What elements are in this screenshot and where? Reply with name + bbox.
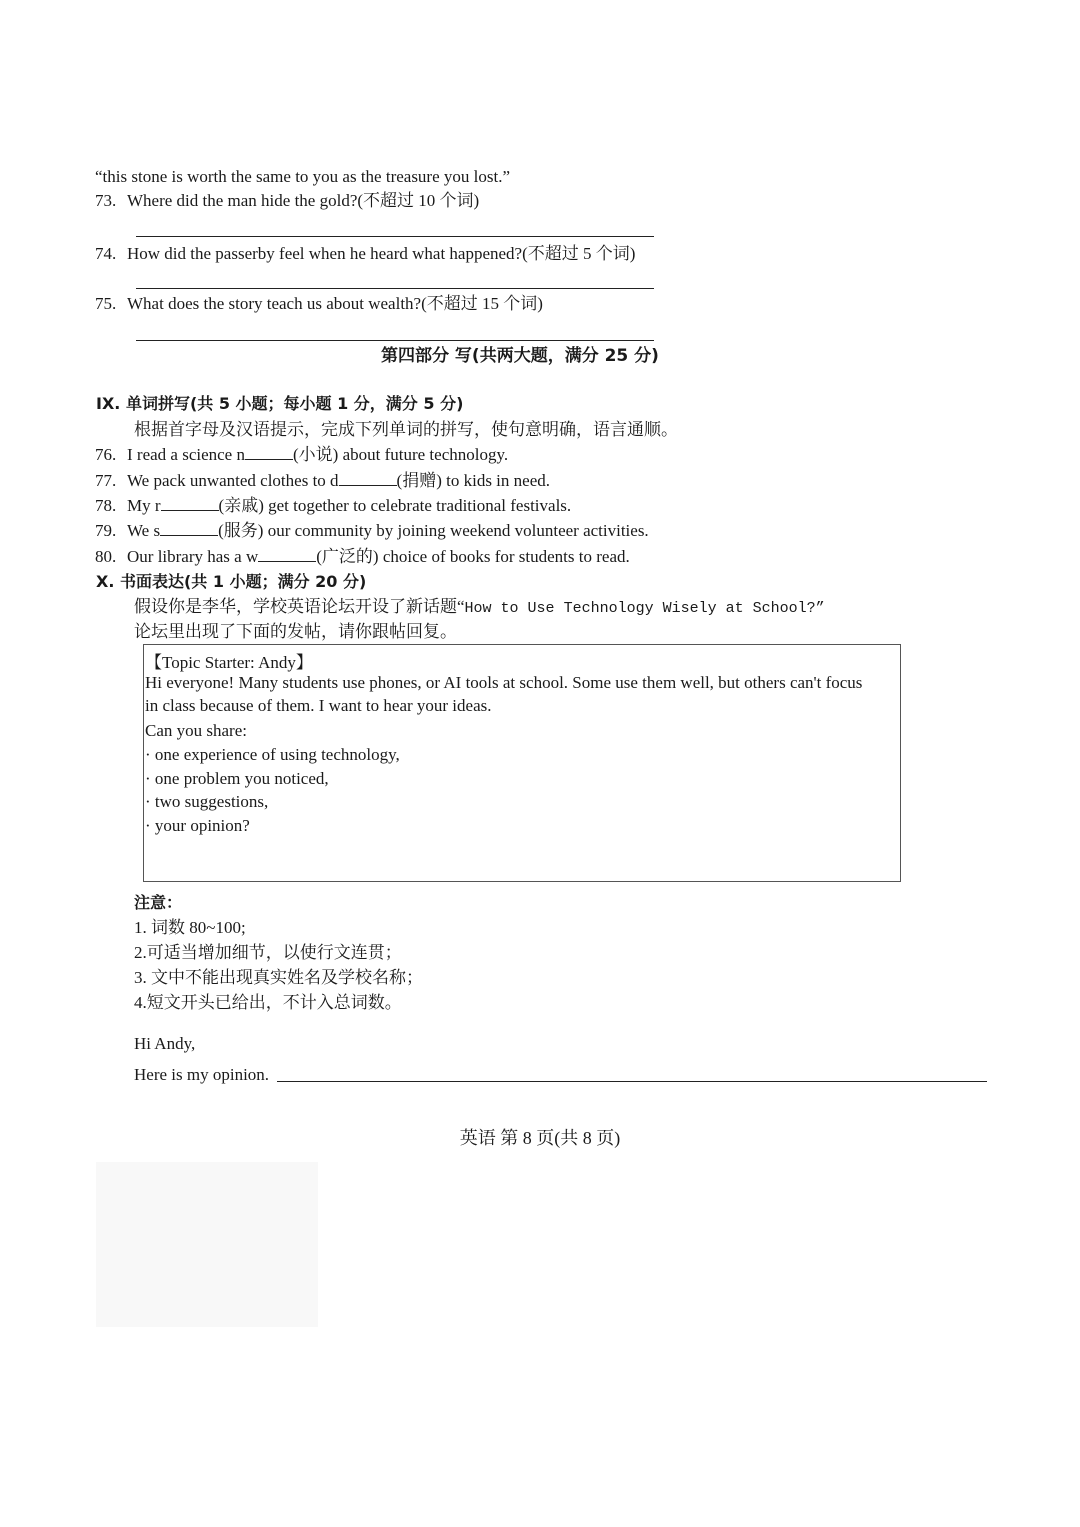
- forum-post-box: [143, 644, 901, 882]
- item-after: about future technology.: [338, 445, 509, 464]
- item-before: My r: [127, 496, 161, 515]
- answer-line-73[interactable]: [136, 236, 654, 237]
- spelling-item-76: [95, 445, 508, 465]
- blank-80[interactable]: [258, 547, 316, 562]
- spelling-item-78: [95, 496, 571, 516]
- question-number: 75.: [95, 294, 117, 313]
- note-item: 2.可适当增加细节，以使行文连贯；: [134, 943, 402, 962]
- item-before: We pack unwanted clothes to d: [127, 471, 339, 490]
- item-before: I read a science n: [127, 445, 245, 464]
- question-text: How did the passerby feel when he heard what happened?(不超过 5 个词): [127, 244, 636, 263]
- item-number: 80.: [95, 547, 117, 566]
- item-number: 76.: [95, 445, 117, 464]
- item-before: Our library has a w: [127, 547, 259, 566]
- question-73: [95, 191, 479, 211]
- section-x-intro-line2: 论坛里出现了下面的发帖，请你跟帖回复。: [134, 622, 457, 641]
- post-ask: Can you share:: [145, 721, 247, 740]
- item-number: 78.: [95, 496, 117, 515]
- item-after: choice of books for students to read.: [378, 547, 630, 566]
- item-hint: (广泛的): [316, 547, 379, 566]
- item-after: get together to celebrate traditional festivals.: [263, 496, 572, 515]
- post-bullet: · two suggestions,: [145, 792, 269, 811]
- note-item: 4.短文开头已给出，不计入总词数。: [134, 993, 402, 1012]
- part-four-title: 第四部分 写(共两大题，满分 25 分): [381, 346, 659, 366]
- spelling-item-77: [95, 471, 550, 491]
- letter-greeting: Hi Andy,: [134, 1034, 196, 1053]
- note-item: 3. 文中不能出现真实姓名及学校名称；: [134, 968, 423, 987]
- item-after: our community by joining weekend volunteer activities.: [263, 521, 649, 540]
- item-after: to kids in need.: [441, 471, 551, 490]
- post-body-line: Hi everyone! Many students use phones, or AI tools at school. Some use them well, but others can't focus: [145, 673, 863, 692]
- item-hint: (捐赠): [396, 471, 442, 490]
- section-ix-title: IX. 单词拼写(共 5 小题；每小题 1 分，满分 5 分): [96, 394, 464, 413]
- section-ix-instruction: 根据首字母及汉语提示，完成下列单词的拼写，使句意明确，语言通顺。: [134, 420, 678, 439]
- post-body-line: in class because of them. I want to hear your ideas.: [145, 696, 492, 715]
- blank-76[interactable]: [245, 445, 293, 460]
- spelling-item-80: [95, 547, 630, 567]
- question-text: What does the story teach us about wealth?(不超过 15 个词): [127, 294, 543, 313]
- answer-line-74[interactable]: [136, 288, 654, 289]
- section-x-title: X. 书面表达(共 1 小题；满分 20 分): [96, 572, 367, 591]
- post-bullet: · one experience of using technology,: [145, 745, 400, 764]
- letter-opening: Here is my opinion.: [134, 1065, 270, 1084]
- question-74: [95, 244, 635, 264]
- page-footer: 英语 第 8 页(共 8 页): [459, 1128, 621, 1148]
- post-bullet: · one problem you noticed,: [145, 769, 329, 788]
- passage-last-line: “this stone is worth the same to you as the treasure you lost.”: [95, 167, 510, 186]
- post-header: 【Topic Starter: Andy】: [145, 653, 313, 672]
- item-hint: (小说): [292, 445, 339, 464]
- question-text: Where did the man hide the gold?(不超过 10 个词): [127, 191, 480, 210]
- spelling-item-79: [95, 521, 649, 541]
- item-hint: (服务): [218, 521, 264, 540]
- question-number: 74.: [95, 244, 117, 263]
- question-number: 73.: [95, 191, 117, 210]
- post-bullet: · your opinion?: [145, 816, 250, 835]
- item-before: We s: [127, 521, 161, 540]
- section-x-intro: [134, 597, 825, 618]
- intro-topic: How to Use Technology Wisely at School?”: [464, 600, 825, 617]
- blank-78[interactable]: [161, 496, 219, 511]
- blank-79[interactable]: [160, 521, 218, 536]
- notes-title: 注意：: [134, 893, 183, 912]
- note-item: 1. 词数 80~100;: [134, 918, 246, 937]
- letter-answer-line[interactable]: [277, 1081, 987, 1082]
- blank-77[interactable]: [339, 471, 397, 486]
- answer-line-75[interactable]: [136, 340, 654, 341]
- intro-text: 假设你是李华，学校英语论坛开设了新话题“: [134, 597, 465, 616]
- question-75: [95, 294, 543, 314]
- scan-smudge: [96, 1162, 318, 1327]
- item-hint: (亲戚): [218, 496, 264, 515]
- item-number: 79.: [95, 521, 117, 540]
- item-number: 77.: [95, 471, 117, 490]
